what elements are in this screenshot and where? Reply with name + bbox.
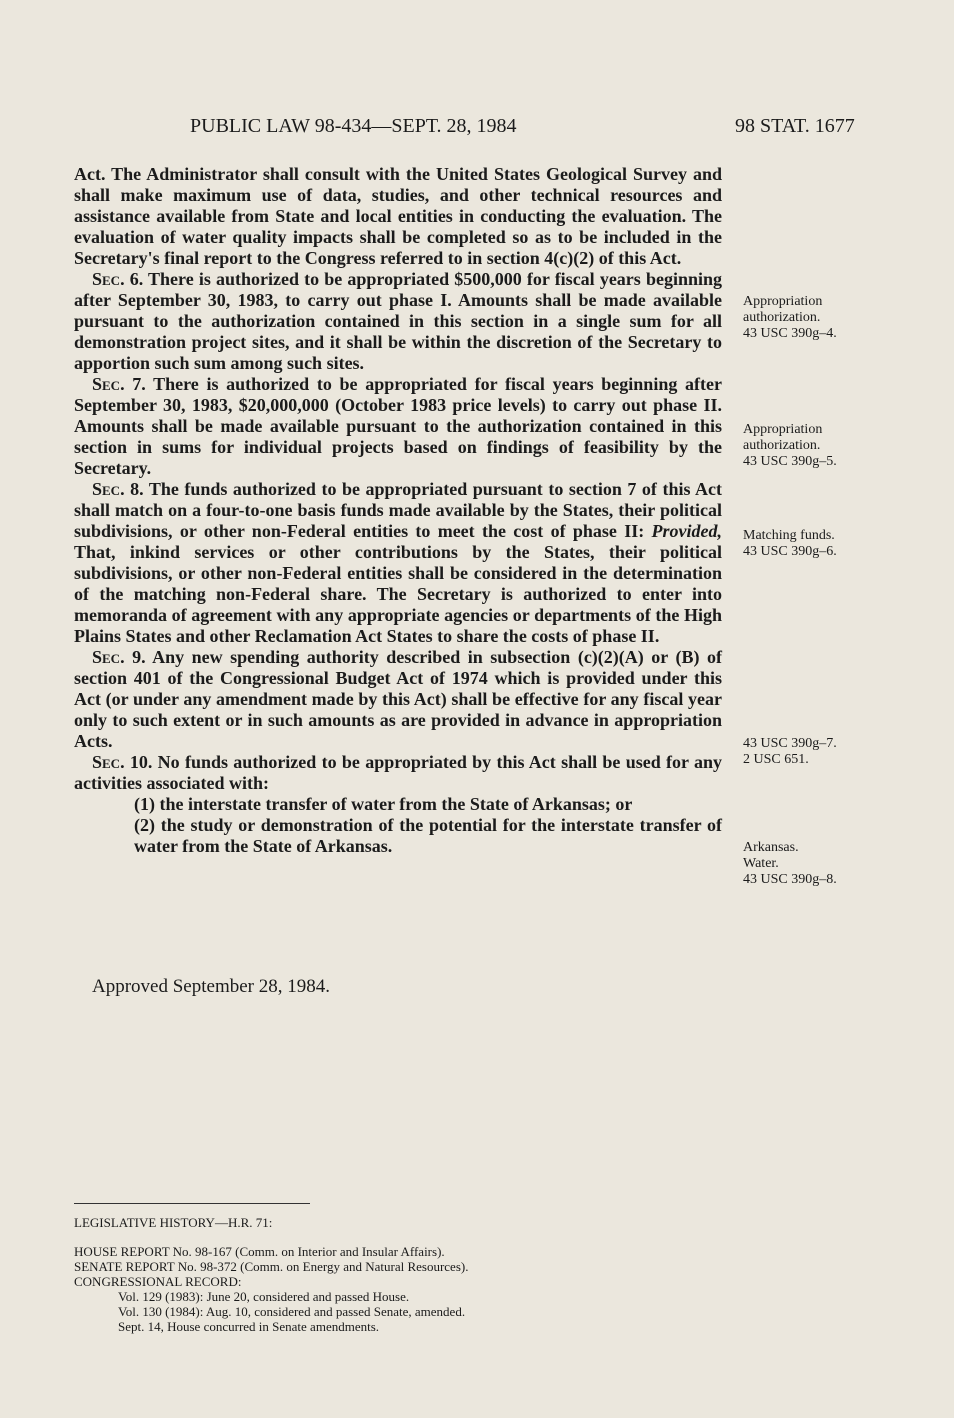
section-9 <box>74 647 722 752</box>
margin-note-sec9 <box>743 736 923 768</box>
legislative-history-title: LEGISLATIVE HISTORY—H.R. 71: <box>74 1215 273 1230</box>
header-law-title: PUBLIC LAW 98-434—SEPT. 28, 1984 <box>190 115 517 137</box>
margin-note-sec9-line: 2 USC 651. <box>743 752 809 767</box>
margin-note-sec7-line: authorization. <box>743 438 821 453</box>
margin-note-sec7 <box>743 422 923 470</box>
record-item: Vol. 129 (1983): June 20, considered and passed House. <box>118 1289 410 1304</box>
running-header <box>0 115 954 145</box>
footer-divider <box>74 1203 310 1204</box>
record-item: Vol. 130 (1984): Aug. 10, considered and passed Senate, amended. <box>118 1304 466 1319</box>
section-6-label: Sec. 6. <box>92 269 144 289</box>
section-7-text: There is authorized to be appropriated for fiscal years beginning after September 30, 1983, $20,000,000 (October 1983 price levels) to carry out phase II. Amounts shall be made available pursuant to the authorization contained in this section in sums for individual projects based on findings of feasibility by the Secretary. <box>74 374 722 478</box>
senate-report: SENATE REPORT No. 98-372 (Comm. on Energy and Natural Resources). <box>74 1259 469 1274</box>
margin-note-sec8-line: 43 USC 390g–6. <box>743 544 837 559</box>
section-10 <box>74 752 722 794</box>
section-7 <box>74 374 722 479</box>
margin-note-sec6-line: 43 USC 390g–4. <box>743 326 837 341</box>
margin-note-sec9-line: 43 USC 390g–7. <box>743 736 837 751</box>
house-report: HOUSE REPORT No. 98-167 (Comm. on Interior and Insular Affairs). <box>74 1244 445 1259</box>
statute-body <box>74 164 722 857</box>
margin-note-sec10 <box>743 840 923 888</box>
section-10-item-1: (1) the interstate transfer of water from the State of Arkansas; or <box>134 794 633 814</box>
margin-note-sec7-line: Appropriation <box>743 422 823 437</box>
section-6-text: There is authorized to be appropriated $500,000 for fiscal years beginning after September 30, 1983, to carry out phase I. Amounts shall be made available pursuant to the authorization contained in this section in a single sum for all demonstration project sites, and it shall be within the discretion of the Secretary to apportion such sum among such sites. <box>74 269 722 373</box>
section-8-text-b: That, inkind services or other contributions by the States, their political subdivisions, or other non-Federal entities shall be considered in the determination of the matching non-Federal share. The Secretary is authorized to enter into memoranda of agreement with any appropriate agencies or departments of the High Plains States and other Reclamation Act States to share the costs of phase II. <box>74 542 722 646</box>
section-8 <box>74 479 722 647</box>
header-stat-page: 98 STAT. 1677 <box>735 115 855 137</box>
section-8-provided: Provided, <box>651 521 722 541</box>
section-10-item-2: (2) the study or demonstration of the potential for the interstate transfer of water from the State of Arkansas. <box>134 815 722 856</box>
margin-note-sec6-line: authorization. <box>743 310 821 325</box>
record-item: Sept. 14, House concurred in Senate amendments. <box>118 1319 380 1334</box>
section-7-label: Sec. 7. <box>92 374 146 394</box>
margin-note-sec10-line: 43 USC 390g–8. <box>743 872 837 887</box>
section-9-text: Any new spending authority described in subsection (c)(2)(A) or (B) of section 401 of the Congressional Budget Act of 1974 which is provided under this Act (or under any amendment made by this Act) shall be effective for any fiscal year only to such extent or in such amounts as are provided in advance in appropriation Acts. <box>74 647 722 751</box>
section-6 <box>74 269 722 374</box>
section-10-text: No funds authorized to be appropriated by this Act shall be used for any activities associated with: <box>74 752 722 793</box>
margin-note-sec6 <box>743 294 923 342</box>
legislative-history <box>74 1215 774 1334</box>
margin-note-sec10-line: Water. <box>743 856 779 871</box>
margin-note-sec7-line: 43 USC 390g–5. <box>743 454 837 469</box>
margin-note-sec8 <box>743 528 923 560</box>
section-8-text-a: The funds authorized to be appropriated pursuant to section 7 of this Act shall match on a four-to-one basis funds made available by the States, their political subdivisions, or other non-Federal entities to meet the cost of phase II: <box>74 479 722 541</box>
margin-note-sec6-line: Appropriation <box>743 294 823 309</box>
intro-paragraph: Act. The Administrator shall consult with the United States Geological Survey and shall make maximum use of data, studies, and other technical resources and assistance available from State and local entities in conducting the evaluation. The evaluation of water quality impacts shall be completed so as to be included in the Secretary's final report to the Congress referred to in section 4(c)(2) of this Act. <box>74 164 722 268</box>
margin-note-sec10-line: Arkansas. <box>743 840 799 855</box>
section-10-label: Sec. 10. <box>92 752 153 772</box>
section-8-label: Sec. 8. <box>92 479 144 499</box>
section-9-label: Sec. 9. <box>92 647 146 667</box>
approval-date: Approved September 28, 1984. <box>92 976 330 997</box>
margin-note-sec8-line: Matching funds. <box>743 528 835 543</box>
congressional-record-label: CONGRESSIONAL RECORD: <box>74 1274 242 1289</box>
